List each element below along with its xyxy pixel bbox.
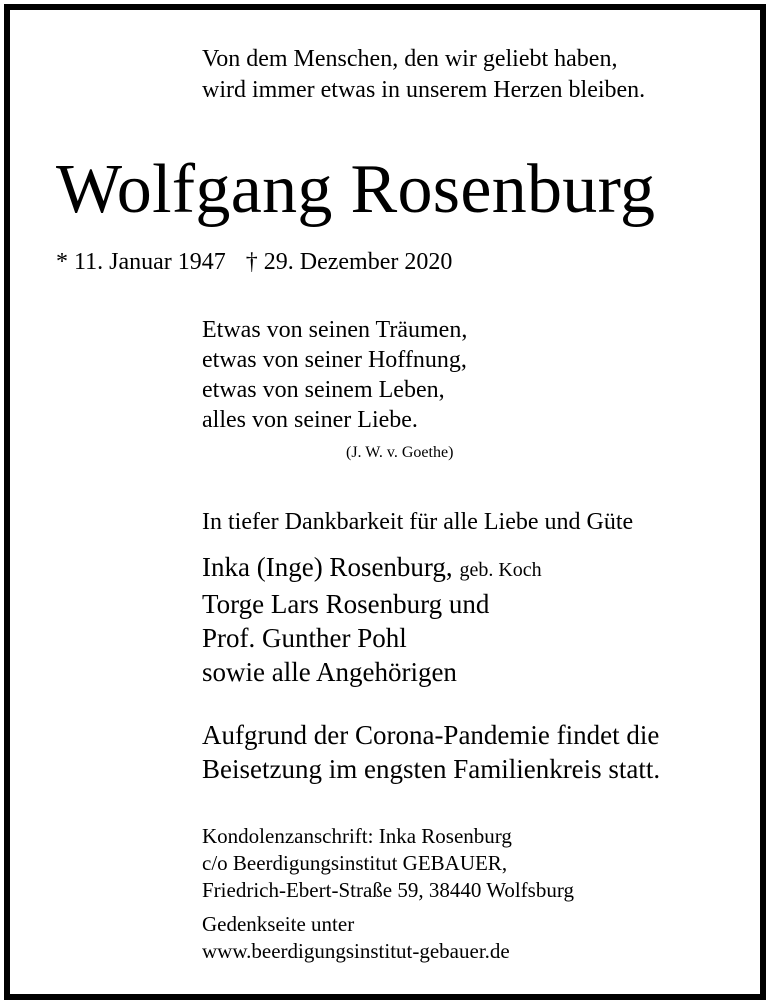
mourner-name — [202, 550, 542, 587]
condolence-address-line: Friedrich-Ebert-Straße 59, 38440 Wolfsburg — [202, 878, 574, 902]
poem — [202, 315, 467, 435]
opening-quote-line: wird immer etwas in unserem Herzen bleiben. — [202, 77, 646, 103]
mourners-list — [202, 550, 542, 689]
poem-line: Etwas von seinen Träumen, — [202, 317, 468, 343]
poem-line: etwas von seiner Hoffnung, — [202, 347, 467, 373]
mourner-first-name: Inka (Inge) Rosenburg, — [202, 552, 453, 582]
mourner-name: sowie alle Angehörigen — [202, 657, 457, 687]
opening-quote — [202, 44, 645, 106]
poem-line: alles von seiner Liebe. — [202, 407, 418, 433]
death-date: † 29. Dezember 2020 — [245, 249, 453, 275]
birth-date: * 11. Januar 1947 — [56, 249, 226, 275]
poem-source: (J. W. v. Goethe) — [346, 444, 454, 461]
life-dates — [56, 247, 452, 277]
mourner-name: Torge Lars Rosenburg und — [202, 589, 490, 619]
condolence-address-line: c/o Beerdigungsinstitut GEBAUER, — [202, 851, 508, 875]
deceased-name: Wolfgang Rosenburg — [56, 151, 656, 228]
condolence-address-line: Kondolenzanschrift: Inka Rosenburg — [202, 824, 512, 848]
funeral-notice — [202, 718, 660, 786]
gratitude-line: In tiefer Dankbarkeit für alle Liebe und Güte — [202, 509, 634, 535]
funeral-notice-line: Beisetzung im engsten Familienkreis statt. — [202, 754, 661, 784]
mourner-name: Prof. Gunther Pohl — [202, 623, 407, 653]
opening-quote-line: Von dem Menschen, den wir geliebt haben, — [202, 46, 618, 72]
memorial-page-url: www.beerdigungsinstitut-gebauer.de — [202, 939, 510, 963]
memorial-page — [202, 911, 510, 965]
condolence-address — [202, 823, 574, 904]
memorial-page-label: Gedenkseite unter — [202, 912, 355, 936]
funeral-notice-line: Aufgrund der Corona-Pandemie findet die — [202, 720, 660, 750]
poem-line: etwas von seinem Leben, — [202, 377, 445, 403]
maiden-name-note: geb. Koch — [459, 559, 542, 581]
